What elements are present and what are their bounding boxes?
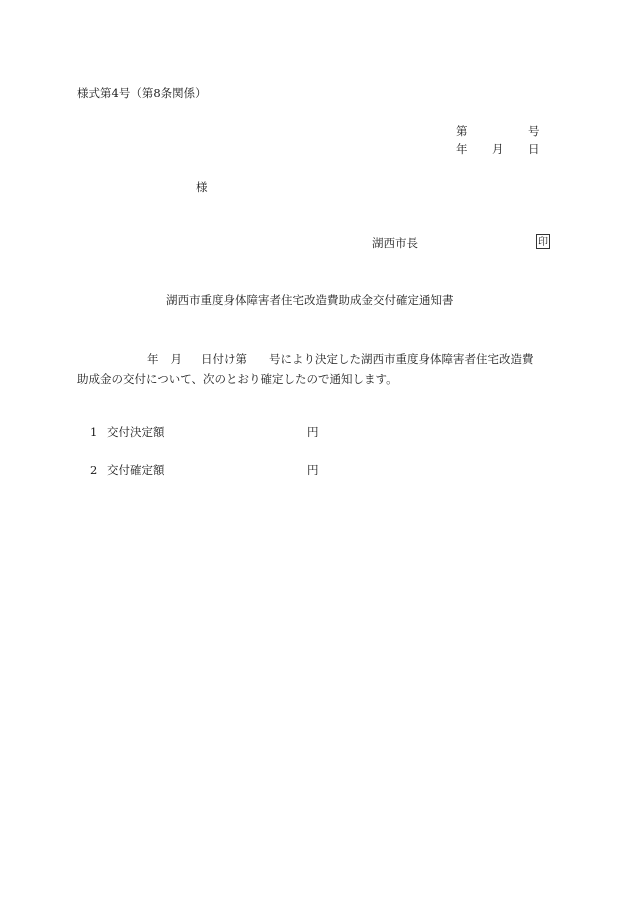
body-paragraph xyxy=(77,349,557,389)
date-day-label: 日 xyxy=(528,142,540,156)
item-number-1: 1 xyxy=(90,425,98,439)
seal-mark: 印 xyxy=(536,234,550,249)
addressee-suffix: 様 xyxy=(196,180,208,194)
date-year-label: 年 xyxy=(456,142,468,156)
item-label-1: 交付決定額 xyxy=(107,425,165,439)
body-line-1 xyxy=(77,349,557,369)
item-unit-1: 円 xyxy=(307,425,319,439)
form-number: 様式第4号（第8条関係） xyxy=(77,86,207,100)
body-date-number-label: 日付け第 xyxy=(201,352,247,366)
date-month-label: 月 xyxy=(492,142,504,156)
body-line-1-rest: 号により決定した湖西市重度身体障害者住宅改造費 xyxy=(269,352,534,366)
item-number-2: 2 xyxy=(90,463,98,477)
issuer-name: 湖西市長 xyxy=(372,236,418,250)
body-line-2: 助成金の交付について、次のとおり確定したので通知します。 xyxy=(77,372,398,386)
item-unit-2: 円 xyxy=(307,463,319,477)
doc-number-prefix: 第 xyxy=(456,124,468,138)
item-label-2: 交付確定額 xyxy=(107,463,165,477)
doc-number-suffix: 号 xyxy=(528,124,540,138)
document-title: 湖西市重度身体障害者住宅改造費助成金交付確定通知書 xyxy=(166,293,454,307)
body-month-label: 月 xyxy=(170,352,182,366)
body-year-label: 年 xyxy=(147,352,159,366)
